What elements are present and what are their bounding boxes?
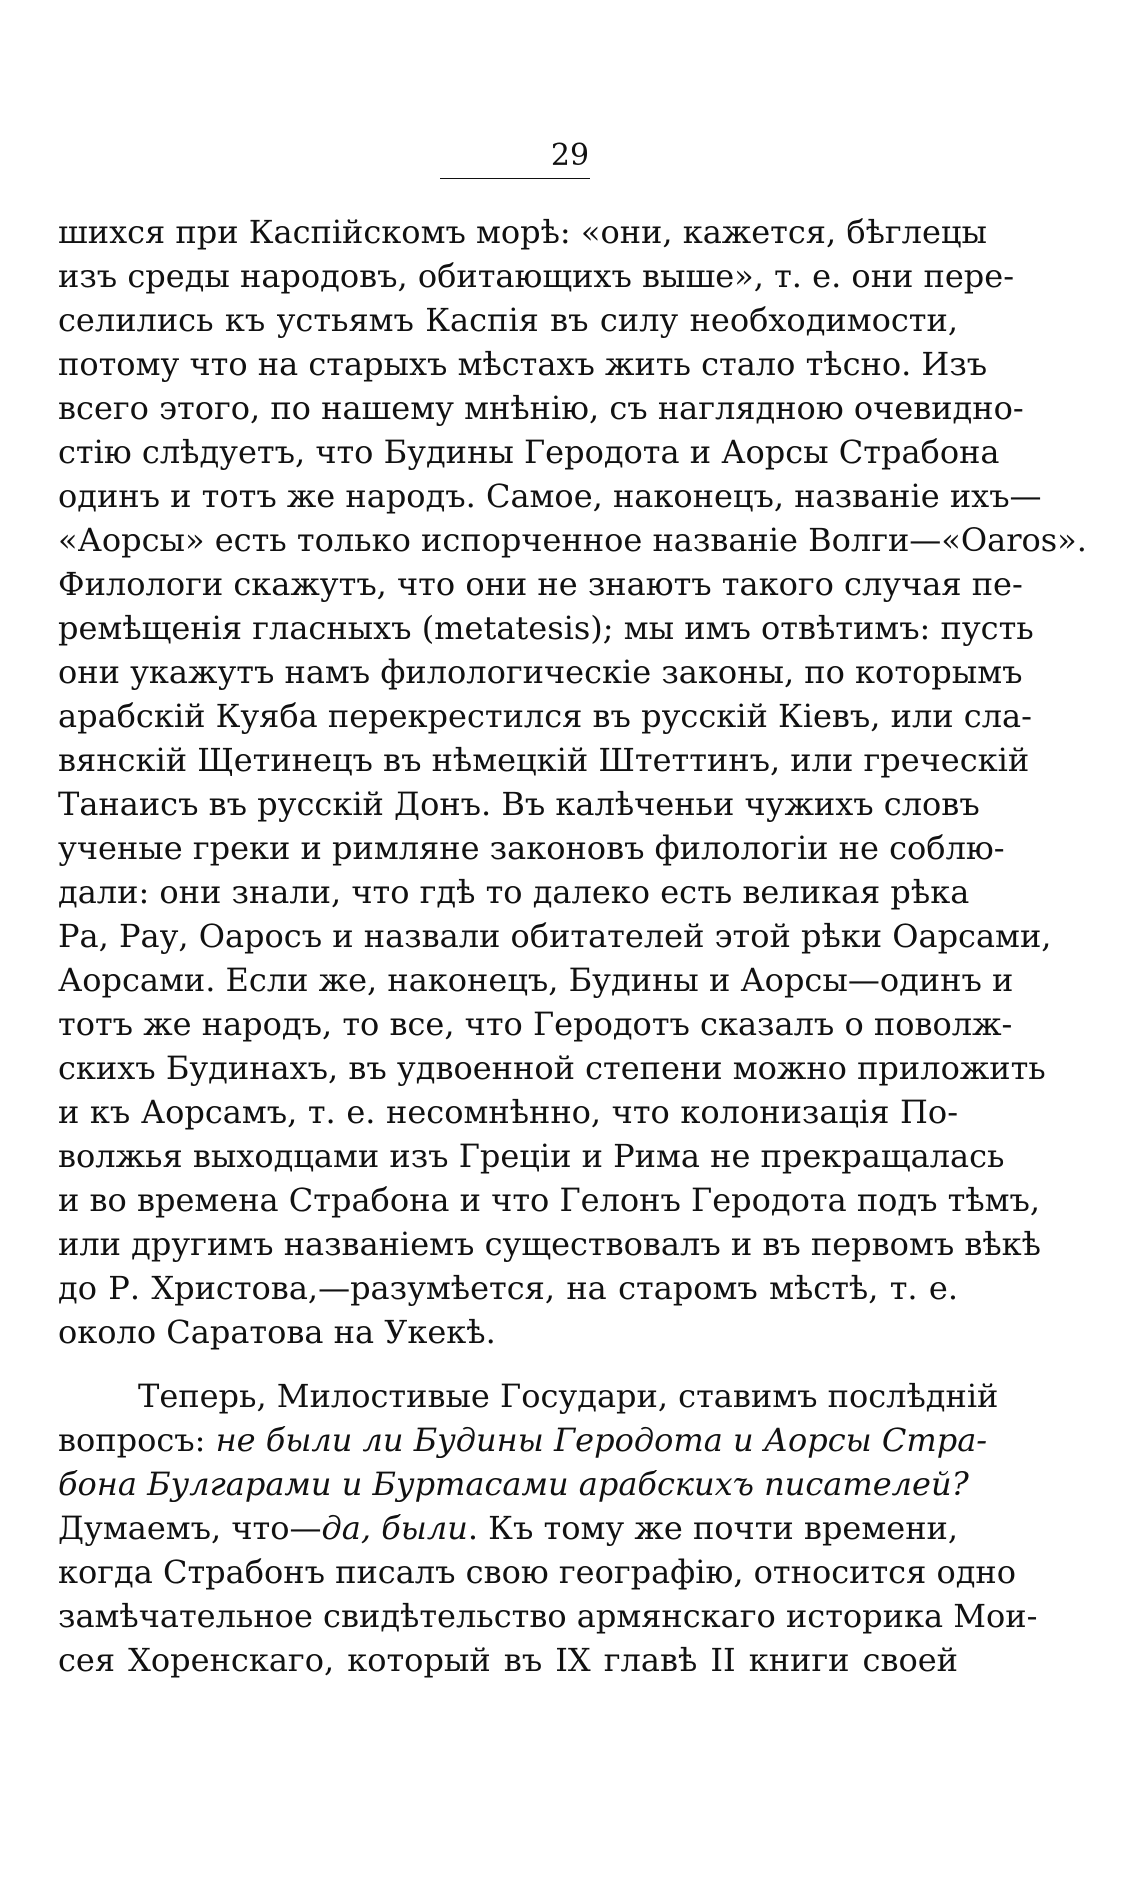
text-line: Теперь, Милостивые Государи, ставимъ послѣдній [138, 1377, 999, 1415]
italic-phrase: да, были [321, 1509, 468, 1547]
text-line: и во времена Страбона и что Гелонъ Геродота подъ тѣмъ, [58, 1181, 1041, 1219]
text-line: скихъ Будинахъ, въ удвоенной степени можно приложить [58, 1049, 1046, 1087]
text-line: и къ Аорсамъ, т. е. несомнѣнно, что колонизація По- [58, 1093, 958, 1131]
paragraph-1 [58, 210, 1087, 1354]
paragraph-gap [58, 1354, 958, 1374]
text-line: арабскій Куяба перекрестился въ русскій Кіевъ, или сла- [58, 697, 1032, 735]
text-line: «Аорсы» есть только испорченное названіе Волги—«Oaros». [58, 521, 1087, 559]
text-line: Аорсами. Если же, наконецъ, Будины и Аорсы—одинъ и [58, 961, 1014, 999]
text-line: до Р. Христова,—разумѣется, на старомъ мѣстѣ, т. е. [58, 1269, 958, 1307]
text-line: всего этого, по нашему мнѣнію, съ наглядною очевидно- [58, 389, 1024, 427]
text-line: когда Страбонъ писалъ свою географію, относится одно [58, 1553, 1017, 1591]
text-line: вопросъ: не были ли Будины Геродота и Аорсы Стра- [58, 1421, 988, 1459]
text-line: шихся при Каспійскомъ морѣ: «они, кажется, бѣглецы [58, 213, 987, 251]
body-text [58, 210, 1087, 1682]
text-line: одинъ и тотъ же народъ. Самое, наконецъ, названіе ихъ— [58, 477, 1042, 515]
text-line: Думаемъ, что—да, были. Къ тому же почти времени, [58, 1509, 959, 1547]
text-line: вянскій Щетинецъ въ нѣмецкій Штеттинъ, или греческій [58, 741, 1030, 779]
italic-phrase: не были ли Будины Геродота и Аорсы Стра- [215, 1421, 988, 1459]
text-line: волжья выходцами изъ Греціи и Рима не прекращалась [58, 1137, 1005, 1175]
text-line: ученые греки и римляне законовъ филологіи не соблю- [58, 829, 1005, 867]
paragraph-2 [58, 1374, 1038, 1682]
page-number: 29 [550, 138, 590, 173]
text-line: селились къ устьямъ Каспія въ силу необходимости, [58, 301, 958, 339]
text-line: дали: они знали, что гдѣ то далеко есть великая рѣка [58, 873, 970, 911]
text-line: стію слѣдуетъ, что Будины Геродота и Аорсы Страбона [58, 433, 1000, 471]
text-line: изъ среды народовъ, обитающихъ выше», т. е. они пере- [58, 257, 1015, 295]
header-rule [440, 178, 590, 179]
text-line: Ра, Рау, Оаросъ и назвали обитателей этой рѣки Оарсами, [58, 917, 1052, 955]
text-line: ремѣщенія гласныхъ (metatesis); мы имъ отвѣтимъ: пусть [58, 609, 1034, 647]
text-line: Танаисъ въ русскій Донъ. Въ калѣченьи чужихъ словъ [58, 785, 980, 823]
text-line: или другимъ названіемъ существовалъ и въ первомъ вѣкѣ [58, 1225, 1041, 1263]
text-line: они укажутъ намъ филологическіе законы, по которымъ [58, 653, 1023, 691]
text-line: сея Хоренскаго, который въ IX главѣ II книги своей [58, 1641, 958, 1679]
text-line-italic: бона Булгарами и Буртасами арабскихъ писателей? [58, 1465, 969, 1503]
text-line: Филологи скажутъ, что они не знаютъ такого случая пе- [58, 565, 1023, 603]
text-line: замѣчательное свидѣтельство армянскаго историка Мои- [58, 1597, 1038, 1635]
text-line: потому что на старыхъ мѣстахъ жить стало тѣсно. Изъ [58, 345, 988, 383]
text-line: около Саратова на Укекѣ. [58, 1313, 496, 1351]
text-line: тотъ же народъ, то все, что Геродотъ сказалъ о поволж- [58, 1005, 1013, 1043]
